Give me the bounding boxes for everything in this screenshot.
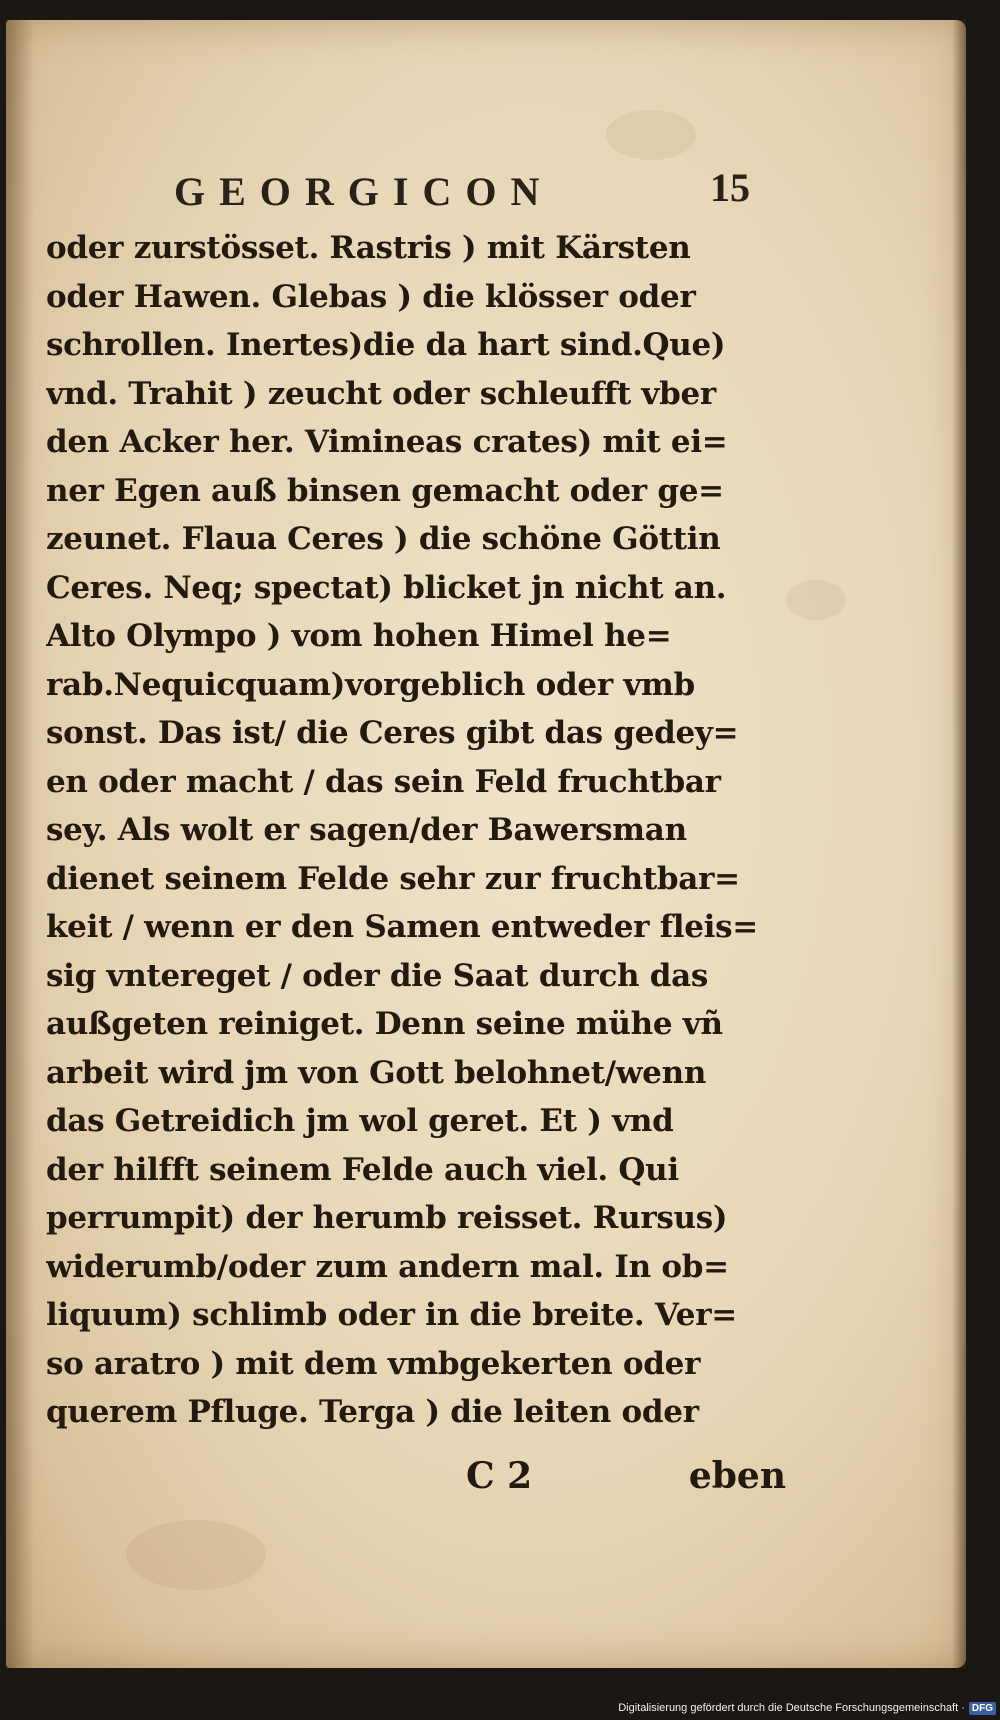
paper-stain <box>606 110 696 160</box>
page-footer <box>446 1455 786 1515</box>
text-line: arbeit wird jm von Gott belohnet/wenn <box>46 1054 707 1091</box>
text-line: sonst. Das ist/ die Ceres gibt das gedey= <box>46 715 739 751</box>
text-line: so aratro ) mit dem vmbgekerten oder <box>46 1345 701 1382</box>
text-line: dienet seinem Felde sehr zur fruchtbar= <box>46 860 740 897</box>
text-line: sey. Als wolt er sagen/der Bawersman <box>46 812 687 848</box>
book-page <box>6 20 966 1668</box>
digitization-credit <box>618 1698 996 1718</box>
text-line: zeunet. Flaua Ceres ) die schöne Göttin <box>46 521 721 557</box>
text-line: vnd. Trahit ) zeucht oder schleufft vber <box>46 375 716 412</box>
page-edge-shadow <box>952 20 966 1668</box>
text-line: den Acker her. Vimineas crates) mit ei= <box>46 424 728 460</box>
text-line: außgeten reiniget. Denn seine mühe vñ <box>46 1006 723 1042</box>
page-spine-shadow <box>6 20 34 1668</box>
text-line: liquum) schlimb oder in die breite. Ver= <box>46 1297 737 1333</box>
text-line: en oder macht / das sein Feld fruchtbar <box>46 763 721 800</box>
text-line: ner Egen auß binsen gemacht oder ge= <box>46 472 724 509</box>
page-number: 15 <box>710 165 750 210</box>
text-line: schrollen. Inertes)die da hart sind.Que) <box>46 327 726 363</box>
text-line: rab.Nequicquam)vorgeblich oder vmb <box>46 666 695 703</box>
page-header <box>174 160 774 220</box>
credit-text: Digitalisierung gefördert durch die Deutsche Forschungsgemeinschaft · <box>618 1702 965 1714</box>
body-text <box>46 224 786 1437</box>
text-line: Alto Olympo ) vom hohen Himel he= <box>46 618 672 654</box>
text-line: perrumpit) der herumb reisset. Rursus) <box>46 1200 728 1236</box>
text-line: der hilfft seinem Felde auch viel. Qui <box>46 1151 679 1188</box>
text-line: keit / wenn er den Samen entweder fleis= <box>46 909 758 945</box>
dfg-logo: DFG <box>969 1702 996 1715</box>
text-line: das Getreidich jm wol geret. Et ) vnd <box>46 1103 674 1139</box>
paper-stain <box>786 580 846 620</box>
text-line: Ceres. Neq; spectat) blicket jn nicht an. <box>46 569 727 606</box>
signature-mark: C 2 <box>466 1455 533 1497</box>
text-line: querem Pfluge. Terga ) die leiten oder <box>46 1394 699 1430</box>
text-line: sig vntereget / oder die Saat durch das <box>46 957 709 994</box>
text-line: oder Hawen. Glebas ) die klösser oder <box>46 278 696 315</box>
paper-stain <box>126 1520 266 1590</box>
text-line: oder zurstösset. Rastris ) mit Kärsten <box>46 230 691 266</box>
running-title: GEORGICON <box>174 169 554 214</box>
catchword: eben <box>688 1455 786 1497</box>
text-line: widerumb/oder zum andern mal. In ob= <box>46 1248 729 1285</box>
